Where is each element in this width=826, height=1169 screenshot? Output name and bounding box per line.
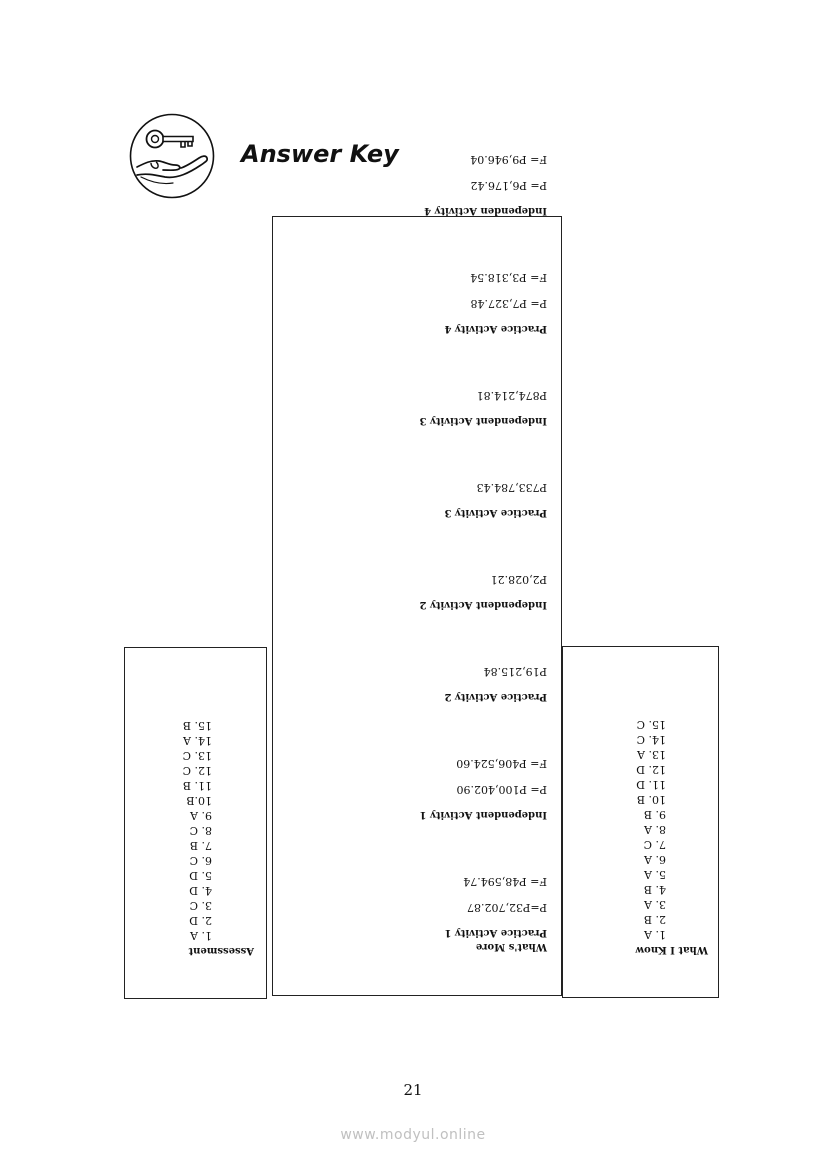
list-item: 10.B	[186, 794, 212, 807]
practice-activity-3-answer: P733,784.43	[476, 481, 547, 494]
list-item: 7. B	[189, 839, 212, 852]
page-number: 21	[403, 1081, 423, 1099]
what-i-know-answer-box	[562, 646, 719, 998]
list-item: 12. C	[182, 764, 212, 777]
whats-more-answer-box	[272, 153, 562, 996]
practice-activity-2-heading: Practice Activity 2	[444, 691, 547, 702]
practice-activity-1-answer: P=P32,702.87	[466, 901, 547, 914]
list-item: 8. C	[189, 824, 212, 837]
list-item: 13. C	[182, 749, 212, 762]
list-item: 12. D	[636, 763, 666, 776]
list-item: 10. B	[636, 793, 666, 806]
list-item: 15. B	[182, 719, 212, 732]
independent-activity-1-heading: Independent Activity 1	[419, 809, 547, 820]
whats-more-content	[273, 153, 561, 995]
independent-activity-3-answer: P874,214.81	[476, 389, 547, 402]
watermark: www.modyul.online	[340, 1127, 486, 1143]
assessment-content	[125, 648, 266, 998]
list-item: 3. C	[189, 899, 212, 912]
practice-activity-4-answer: P= P7,327.48	[470, 297, 547, 310]
assessment-heading: Assessment	[188, 945, 254, 956]
list-item: 4. B	[643, 883, 666, 896]
list-item: 11. D	[636, 778, 666, 791]
what-i-know-heading: What I Know	[635, 944, 708, 955]
list-item: 11. B	[182, 779, 212, 792]
independent-activity-4-heading: Independen Activity 4	[424, 205, 547, 216]
what-i-know-content	[563, 647, 718, 997]
assessment-answer-box	[124, 647, 267, 999]
key-in-hand-icon	[129, 113, 215, 199]
list-item: 6. C	[189, 854, 212, 867]
list-item: 14. C	[636, 733, 666, 746]
list-item: 15. C	[636, 718, 666, 731]
practice-activity-4-heading: Practice Activity 4	[444, 323, 547, 334]
practice-activity-2-answer: P19,215.84	[483, 665, 547, 678]
practice-activity-3-heading: Practice Activity 3	[444, 507, 547, 518]
list-item: 1. A	[190, 929, 212, 942]
list-item: 3. A	[644, 898, 666, 911]
list-item: 13. A	[637, 748, 666, 761]
list-item: 2. D	[189, 914, 212, 927]
list-item: 8. A	[644, 823, 666, 836]
list-item: 4. D	[189, 884, 212, 897]
practice-activity-4-answer: F= P3,318.54	[470, 271, 547, 284]
independent-activity-2-heading: Independent Activity 2	[419, 599, 547, 610]
independent-activity-1-answer: F= P406,524.60	[456, 757, 547, 770]
list-item: 5. A	[644, 868, 666, 881]
list-item: 7. C	[643, 838, 666, 851]
what-i-know-answer-list	[573, 717, 708, 942]
list-item: 2. B	[643, 913, 666, 926]
independent-activity-4-answer: P= P6,176.42	[470, 179, 547, 192]
list-item: 6. A	[644, 853, 666, 866]
practice-activity-1-heading: Practice Activity 1	[444, 927, 547, 938]
independent-activity-3-heading: Independent Activity 3	[419, 415, 547, 426]
independent-activity-2-answer: P2,028.21	[490, 573, 547, 586]
whats-more-heading: What's More	[475, 941, 547, 952]
independent-activity-1-answer: P= P100,402.90	[456, 783, 547, 796]
page-title: Answer Key	[241, 140, 399, 168]
list-item: 9. A	[190, 809, 212, 822]
independent-activity-4-answer: F= P9,946.04	[470, 153, 547, 166]
list-item: 1. A	[644, 928, 666, 941]
list-item: 5. D	[189, 869, 212, 882]
list-item: 9. B	[643, 808, 666, 821]
list-item: 14. A	[183, 734, 212, 747]
practice-activity-1-answer: F= P48,594.74	[463, 875, 547, 888]
assessment-answer-list	[135, 718, 254, 943]
